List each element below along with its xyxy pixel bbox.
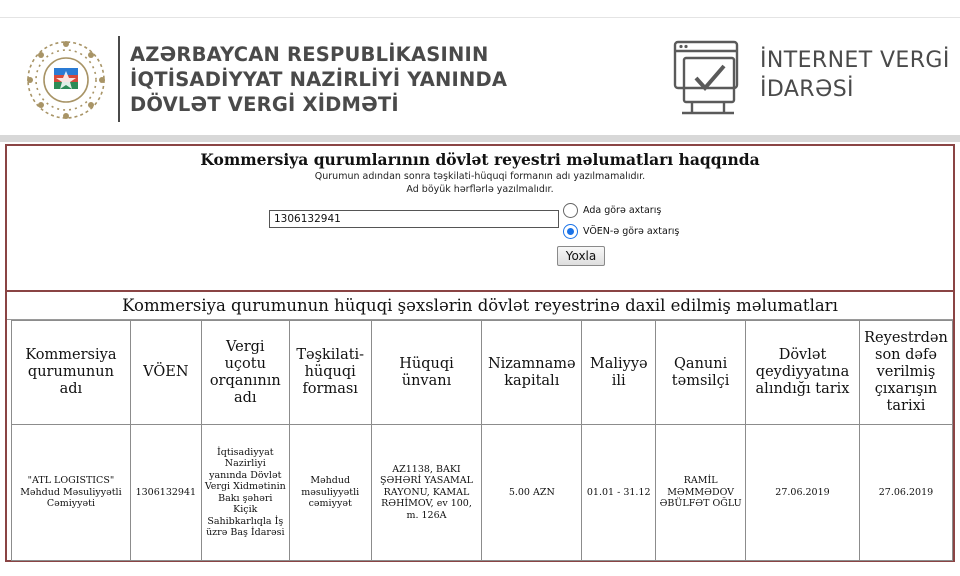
search-by-name-label: Ada görə axtarış xyxy=(583,205,662,216)
column-header: VÖEN xyxy=(130,321,201,425)
address-cell: AZ1138, BAKI ŞƏHƏRİ YASAMAL RAYONU, KAMAL RƏHİMOV, ev 100, m. 126A xyxy=(371,425,482,561)
portal-title-line-1: İNTERNET VERGİ xyxy=(760,48,950,73)
agency-line-3: DÖVLƏT VERGİ XİDMƏTİ xyxy=(130,93,399,116)
fiscal-year-cell: 01.01 - 31.12 xyxy=(582,425,656,561)
legal-form-cell: Məhdud məsuliyyətli cəmiyyət xyxy=(289,425,371,561)
capital-cell: 5.00 AZN xyxy=(482,425,582,561)
agency-line-1: AZƏRBAYCAN RESPUBLİKASININ xyxy=(130,43,489,66)
column-header: Reyestrdən son dəfə verilmiş çıxarışın tarixi xyxy=(859,321,952,425)
column-header: Nizamnamə kapitalı xyxy=(482,321,582,425)
column-header: Hüquqi ünvanı xyxy=(371,321,482,425)
state-emblem-icon[interactable] xyxy=(24,38,108,122)
search-panel xyxy=(5,144,955,290)
results-title: Kommersiya qurumunun hüquqi şəxslərin dövlət reyestrinə daxil edilmiş məlumatları xyxy=(7,292,953,320)
company-name-cell: "ATL LOGISTICS" Məhdud Məsuliyyətli Cəmiyyəti xyxy=(12,425,131,561)
column-header: Təşkilati-hüquqi forması xyxy=(289,321,371,425)
search-by-name-radio[interactable] xyxy=(563,203,578,218)
column-header: Kommersiya qurumunun adı xyxy=(12,321,131,425)
search-input[interactable]: 1306132941 xyxy=(269,210,559,228)
tax-office-cell: İqtisadiyyat Nazirliyi yanında Dövlət Vergi Xidmətinin Bakı şəhəri Kiçik Sahibkarlıqla İş üzrə Baş İdarəsi xyxy=(201,425,289,561)
check-button[interactable]: Yoxla xyxy=(557,246,605,266)
agency-line-2: İQTİSADİYYAT NAZİRLİYİ YANINDA xyxy=(130,68,508,91)
table-header-row xyxy=(12,321,953,425)
registration-date-cell: 27.06.2019 xyxy=(746,425,860,561)
extract-date-cell: 27.06.2019 xyxy=(859,425,952,561)
column-header: Maliyyə ili xyxy=(582,321,656,425)
column-header: Qanuni təmsilçi xyxy=(656,321,746,425)
search-hint-1: Qurumun adından sonra təşkilati-hüquqi formanın adı yazılmamalıdır. xyxy=(314,171,646,182)
column-header: Dövlət qeydiyyatına alındığı tarix xyxy=(746,321,860,425)
header-divider xyxy=(118,36,120,122)
header-bottom-border xyxy=(0,135,960,142)
search-hint-2: Ad böyük hərflərlə yazılmalıdır. xyxy=(406,184,554,195)
column-header: Vergi uçotu orqanının adı xyxy=(201,321,289,425)
voen-cell: 1306132941 xyxy=(130,425,201,561)
search-by-name-option[interactable] xyxy=(563,203,661,218)
search-by-voen-option[interactable] xyxy=(563,224,679,239)
results-panel xyxy=(5,290,955,562)
search-by-voen-label: VÖEN-ə görə axtarış xyxy=(583,226,680,237)
agency-name[interactable] xyxy=(130,42,507,117)
representative-cell: RAMİL MƏMMƏDOV ƏBÜLFƏT OĞLU xyxy=(656,425,746,561)
table-row xyxy=(12,425,953,561)
search-title: Kommersiya qurumlarının dövlət reyestri məlumatları haqqında xyxy=(200,150,760,169)
results-table xyxy=(11,320,953,561)
top-bar xyxy=(0,0,960,18)
portal-title[interactable] xyxy=(760,46,950,104)
site-header xyxy=(0,18,960,136)
portal-title-line-2: İDARƏSİ xyxy=(760,77,854,102)
internet-tax-office-icon[interactable] xyxy=(672,38,744,118)
search-by-voen-radio[interactable] xyxy=(563,224,578,239)
